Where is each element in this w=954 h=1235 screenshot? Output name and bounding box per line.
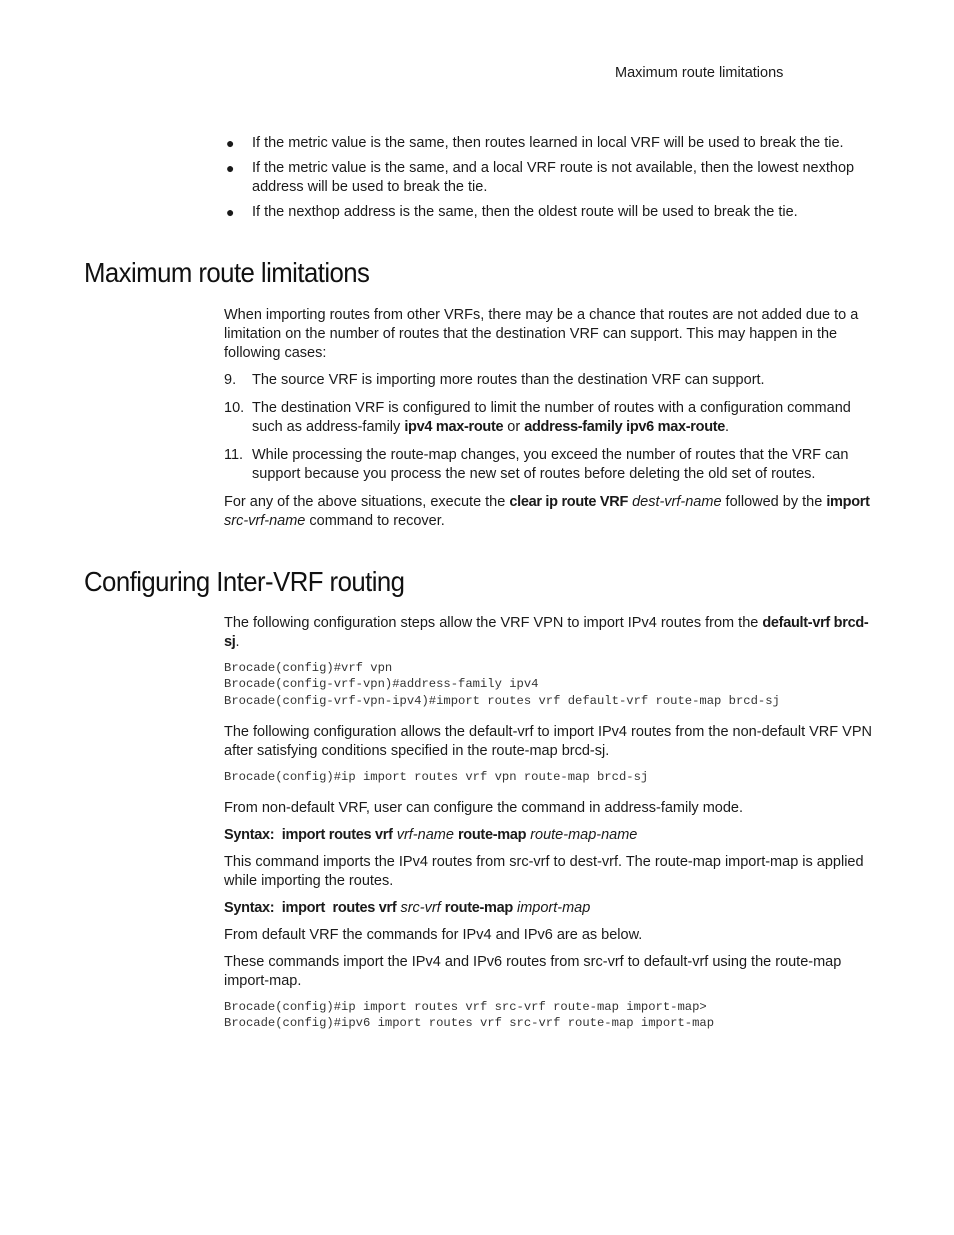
code-line: Brocade(config-vrf-vpn-ipv4)#import routes vrf default-vrf route-map brcd-sj bbox=[224, 693, 780, 708]
paragraph: This command imports the IPv4 routes from src-vrf to dest-vrf. The route-map import-map is applied while importing the routes. bbox=[224, 854, 864, 890]
paragraph: These commands import the IPv4 and IPv6 routes from src-vrf to default-vrf using the route-map import-map. bbox=[224, 954, 842, 990]
numbered-list bbox=[224, 371, 872, 484]
code-line: Brocade(config)#ip import routes vrf vpn route-map brcd-sj bbox=[224, 769, 649, 784]
argument-text: dest-vrf-name bbox=[632, 494, 722, 510]
item-text: While processing the route-map changes, you exceed the number of routes that the VRF can support because you process the new set of routes before deleting the old set of routes. bbox=[252, 447, 849, 482]
inter-vrf-body bbox=[224, 614, 872, 1046]
section-heading-inter-vrf: Configuring Inter-VRF routing bbox=[84, 566, 405, 597]
command-text: route-map bbox=[444, 900, 513, 917]
paragraph: The following configuration allows the default-vrf to import IPv4 routes from the non-default VRF VPN after satisfying conditions specified in the route-map brcd-sj. bbox=[224, 723, 872, 759]
command-text: address-family ipv6 max-route bbox=[524, 419, 726, 435]
command-text: import routes vrf bbox=[281, 827, 393, 844]
bullet-icon: ● bbox=[226, 204, 235, 220]
item-text: or bbox=[503, 419, 525, 435]
list-item bbox=[224, 399, 872, 437]
text-run: For any of the above situations, execute the bbox=[224, 494, 510, 510]
syntax-line bbox=[224, 826, 872, 845]
command-text: default-vrf brcd-sj bbox=[224, 615, 869, 650]
text-run: . bbox=[235, 634, 240, 650]
list-item bbox=[224, 446, 872, 484]
bullet-icon: ● bbox=[226, 160, 235, 176]
bullet-text: If the nexthop address is the same, then the oldest route will be used to break the tie. bbox=[252, 204, 798, 220]
list-item bbox=[224, 134, 874, 153]
list-item bbox=[224, 159, 874, 197]
bullet-list bbox=[224, 134, 874, 228]
list-item bbox=[224, 371, 872, 390]
syntax-line bbox=[224, 899, 872, 918]
argument-text: import-map bbox=[516, 900, 591, 917]
section-heading-max-route: Maximum route limitations bbox=[84, 257, 370, 288]
item-number: 9. bbox=[224, 372, 237, 388]
code-block bbox=[224, 769, 872, 785]
bullet-icon: ● bbox=[226, 135, 235, 151]
code-line: Brocade(config)#ip import routes vrf src-vrf route-map import-map> bbox=[224, 1000, 707, 1015]
command-text: clear ip route VRF bbox=[509, 494, 629, 510]
code-block bbox=[224, 660, 872, 709]
bullet-text: If the metric value is the same, and a local VRF route is not available, then the lowest nexthop address will be used to break the tie. bbox=[252, 160, 855, 195]
code-line: Brocade(config)#ipv6 import routes vrf src-vrf route-map import-map bbox=[224, 1016, 715, 1031]
code-line: Brocade(config)#vrf vpn bbox=[224, 661, 393, 675]
argument-text: src-vrf bbox=[400, 900, 441, 917]
paragraph bbox=[224, 614, 872, 652]
item-number: 11. bbox=[224, 447, 244, 463]
intro-paragraph: When importing routes from other VRFs, there may be a chance that routes are not added due to a limitation on the number of routes that the destination VRF can support. This may happen in the following cases: bbox=[224, 307, 859, 361]
code-line: Brocade(config-vrf-vpn)#address-family ipv4 bbox=[224, 677, 539, 692]
item-number: 10. bbox=[224, 400, 245, 416]
item-text: The source VRF is importing more routes than the destination VRF can support. bbox=[252, 372, 765, 388]
text-run: followed by the bbox=[721, 494, 827, 510]
running-header: Maximum route limitations bbox=[615, 65, 784, 81]
text-run: command to recover. bbox=[305, 513, 445, 529]
item-text: The destination VRF is configured to limit the number of routes with a configuration command such as address-family bbox=[252, 400, 851, 435]
max-route-body bbox=[224, 306, 872, 539]
argument-text: src-vrf-name bbox=[224, 513, 306, 529]
command-text: route-map bbox=[457, 827, 527, 844]
bullet-text: If the metric value is the same, then routes learned in local VRF will be used to break the tie. bbox=[252, 135, 844, 151]
list-item bbox=[224, 203, 874, 222]
command-text: import routes vrf bbox=[281, 900, 397, 917]
code-block bbox=[224, 999, 872, 1032]
closing-paragraph bbox=[224, 493, 872, 531]
paragraph: From non-default VRF, user can configure the command in address-family mode. bbox=[224, 800, 744, 817]
command-text: import bbox=[826, 494, 870, 510]
argument-text: route-map-name bbox=[530, 827, 638, 844]
paragraph: From default VRF the commands for IPv4 and IPv6 are as below. bbox=[224, 927, 643, 944]
syntax-label: Syntax: bbox=[224, 900, 282, 917]
command-text: ipv4 max-route bbox=[404, 419, 504, 435]
syntax-label: Syntax: bbox=[224, 827, 282, 844]
item-text: . bbox=[725, 419, 730, 435]
text-run: The following configuration steps allow the VRF VPN to import IPv4 routes from the bbox=[224, 615, 763, 631]
argument-text: vrf-name bbox=[396, 827, 454, 844]
